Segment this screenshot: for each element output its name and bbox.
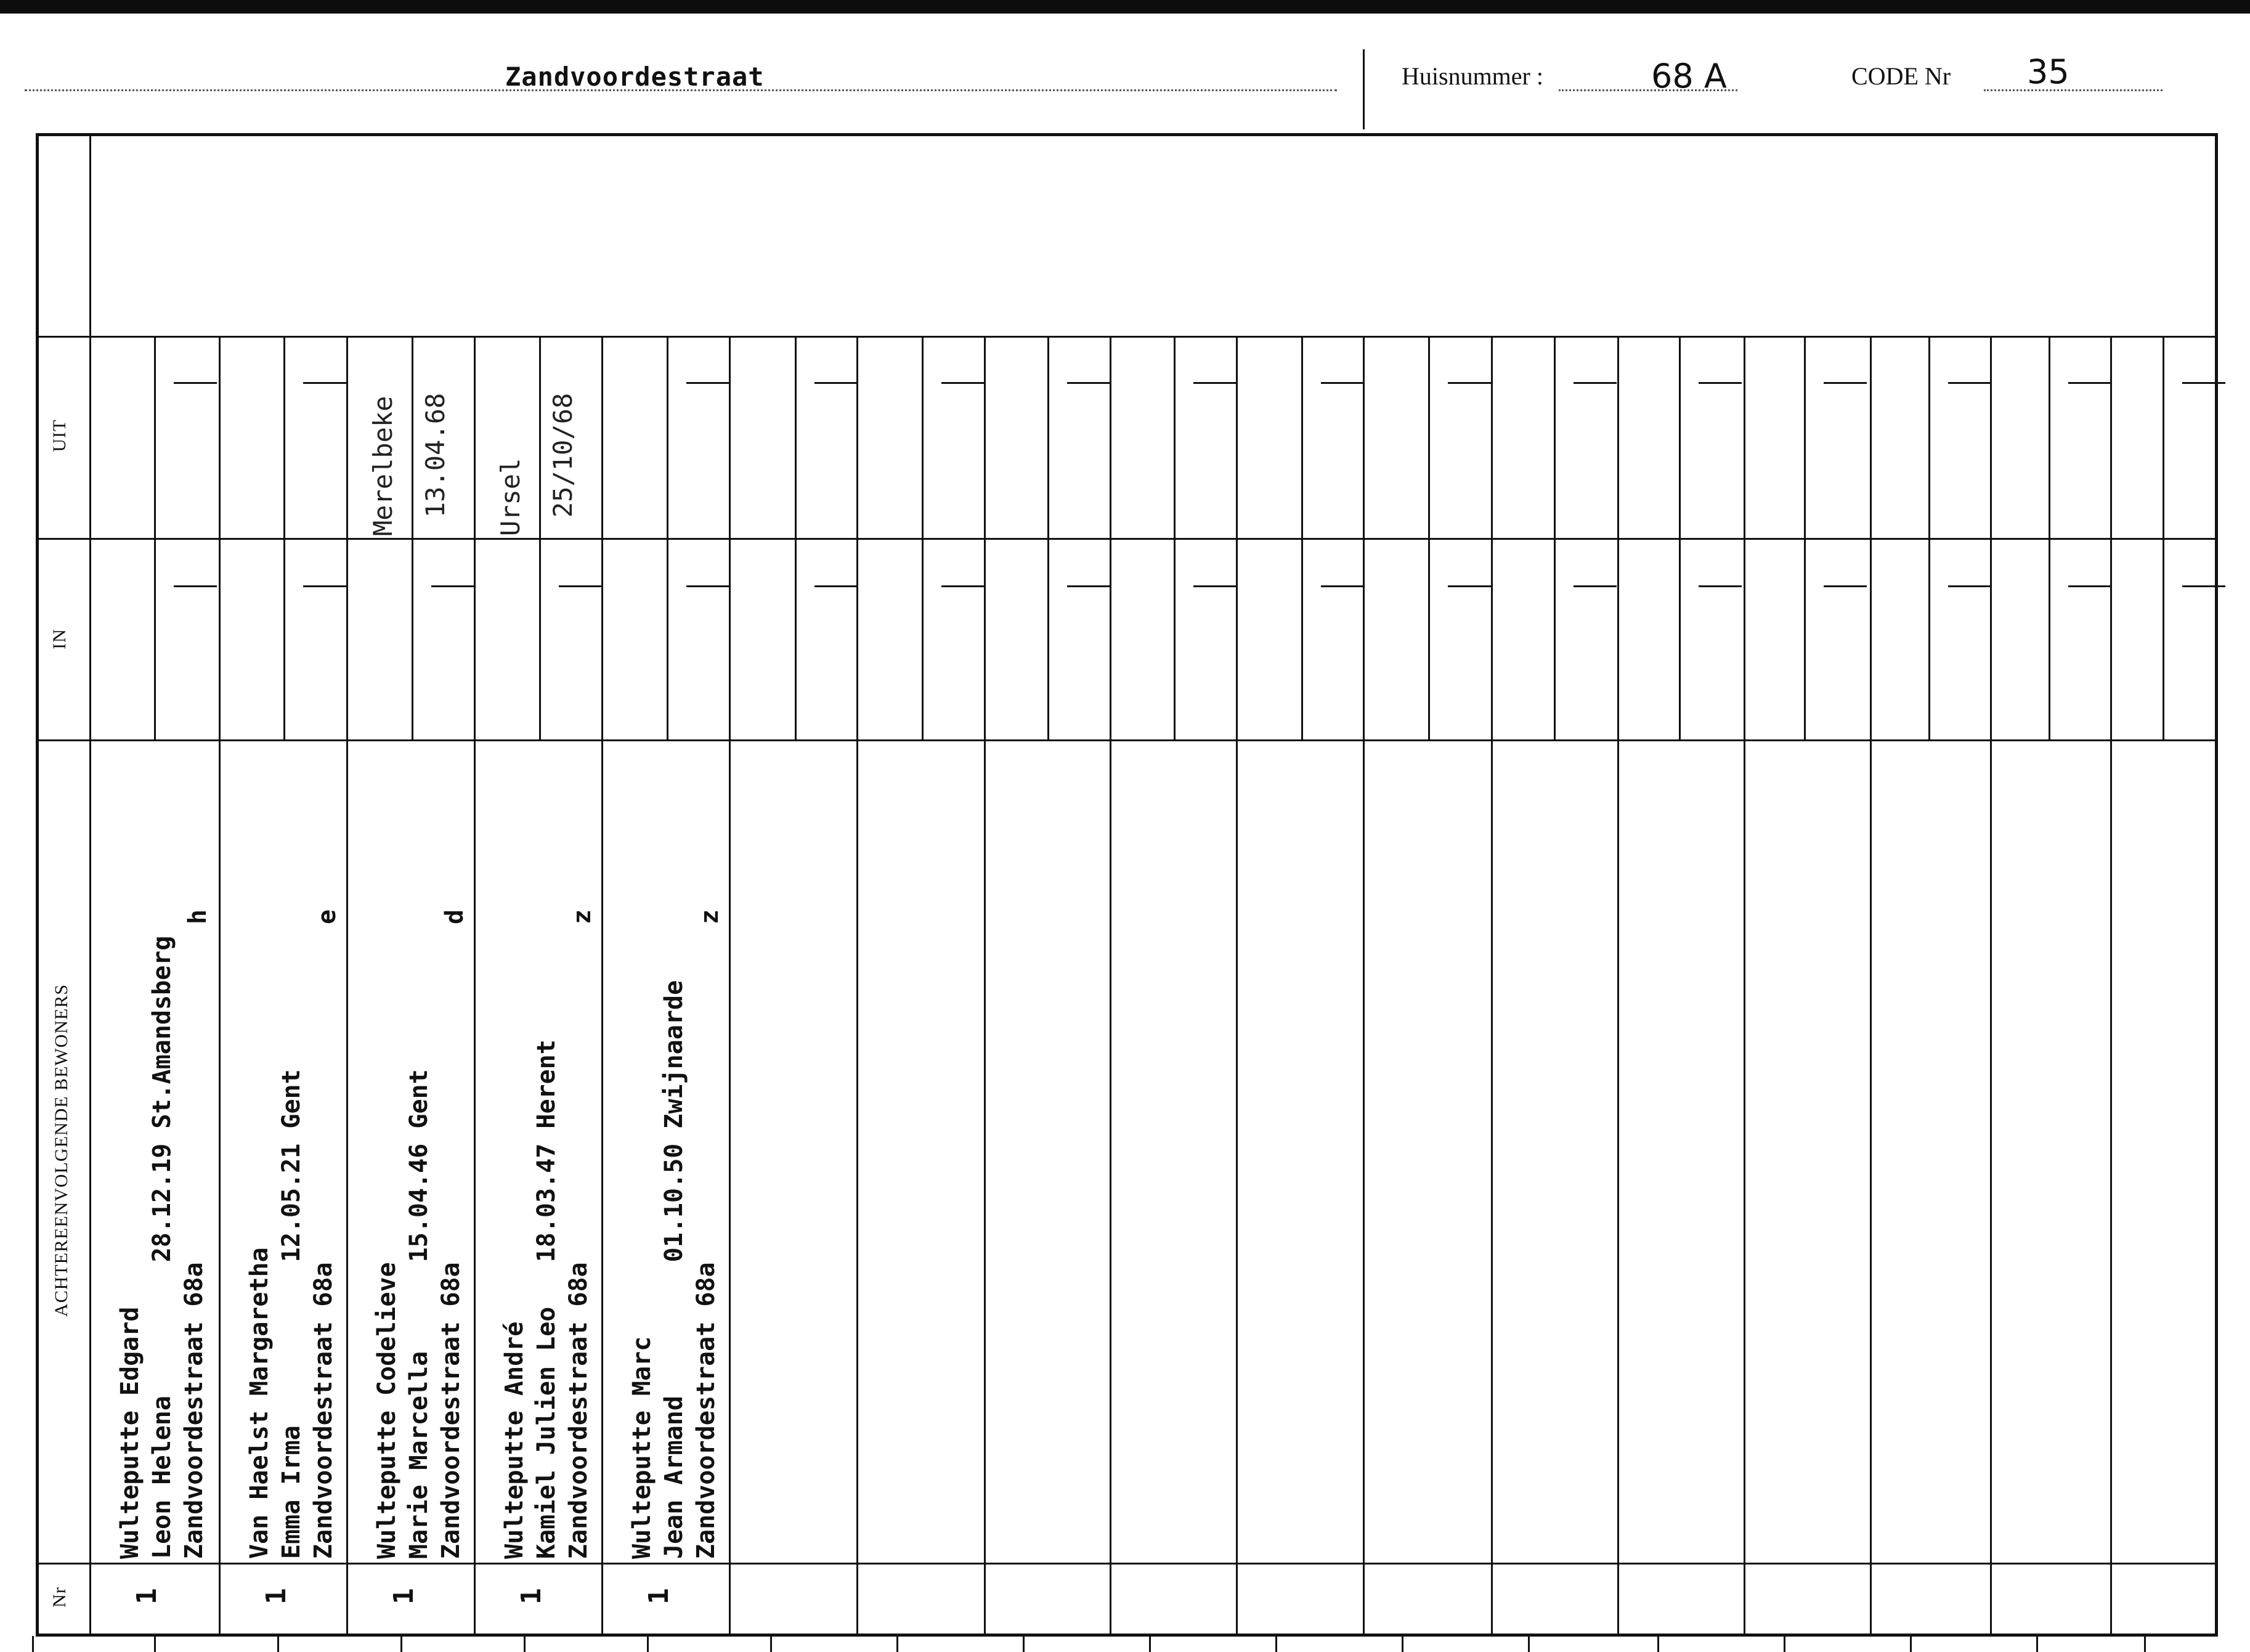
resident-entry <box>498 1040 595 1559</box>
empty-dash-uit <box>1948 382 1991 384</box>
resident-line: Wulteputte Edgard <box>116 1306 144 1559</box>
uit-place: Merelbeke <box>368 396 398 536</box>
resident-line: Van Haelst Margaretha <box>245 1247 274 1559</box>
uit-date: 13.04.68 <box>420 393 450 518</box>
resident-marker: h <box>184 909 212 924</box>
subcolumn-divider <box>412 336 413 739</box>
subcolumn-divider <box>1301 336 1303 739</box>
empty-dash-in <box>1948 585 1991 587</box>
empty-dash-uit <box>814 382 858 384</box>
subcolumn-divider <box>1047 336 1049 739</box>
resident-marker: z <box>568 909 596 924</box>
column-divider <box>1363 336 1365 1636</box>
uit-date: 25/10/68 <box>548 393 578 518</box>
column-divider <box>1236 336 1238 1636</box>
resident-line: Wulteputte Marc <box>628 1336 656 1559</box>
empty-dash-in <box>1448 585 1491 587</box>
label-column-separator <box>89 133 91 1637</box>
subcolumn-divider <box>1928 336 1930 739</box>
resident-entry <box>626 980 722 1559</box>
resident-nr: 1 <box>131 1588 163 1605</box>
section-label-bewoners: ACHTEREENVOLGENDE BEWONERS <box>51 983 71 1317</box>
empty-dash-uit <box>1321 382 1364 384</box>
subcolumn-divider <box>1679 336 1681 739</box>
bottom-tick <box>400 1636 402 1652</box>
empty-dash-in <box>1321 585 1364 587</box>
resident-line: Wulteputte Codelieve <box>373 1262 401 1559</box>
empty-dash-uit <box>1193 382 1237 384</box>
empty-dash-uit <box>686 382 729 384</box>
empty-dash-in <box>559 585 602 587</box>
column-divider <box>219 336 221 1636</box>
resident-entry <box>243 1069 339 1559</box>
column-divider <box>1491 336 1493 1636</box>
empty-dash-in <box>1067 585 1110 587</box>
bottom-tick <box>1784 1636 1785 1652</box>
bottom-tick <box>2036 1636 2038 1652</box>
uit-bottom-line <box>36 538 2218 540</box>
empty-dash-in <box>686 585 729 587</box>
empty-dash-uit <box>2068 382 2111 384</box>
empty-dash-in <box>1574 585 1617 587</box>
column-divider <box>601 336 603 1636</box>
column-divider <box>346 336 348 1636</box>
empty-dash-in <box>941 585 985 587</box>
empty-dash-uit <box>1448 382 1491 384</box>
column-divider <box>984 336 986 1636</box>
column-divider <box>1744 336 1745 1636</box>
column-divider <box>1870 336 1872 1636</box>
subcolumn-divider <box>795 336 797 739</box>
subcolumn-divider <box>2049 336 2050 739</box>
empty-dash-in <box>814 585 858 587</box>
subcolumn-divider <box>1174 336 1176 739</box>
empty-dash-uit <box>303 382 346 384</box>
resident-line: Jean Armand 01.10.50 Zwijnaarde <box>660 980 688 1559</box>
subcolumn-divider <box>1428 336 1430 739</box>
bottom-tick <box>896 1636 898 1652</box>
resident-line: Zandvoordestraat 68a <box>564 1262 593 1559</box>
resident-entry <box>371 1069 467 1559</box>
bottom-tick <box>32 1636 34 1652</box>
empty-dash-in <box>303 585 346 587</box>
in-bottom-line <box>36 739 2218 741</box>
empty-dash-in <box>431 585 474 587</box>
empty-dash-uit <box>1067 382 1110 384</box>
section-label-in: IN <box>49 629 70 649</box>
empty-dash-uit <box>941 382 985 384</box>
column-divider <box>1110 336 1111 1636</box>
resident-nr: 1 <box>515 1588 547 1605</box>
section-label-nr: Nr <box>49 1587 70 1608</box>
empty-dash-uit <box>1824 382 1867 384</box>
remarks-bottom-line <box>36 336 2218 338</box>
resident-nr: 1 <box>388 1588 420 1605</box>
empty-dash-in <box>174 585 217 587</box>
code-dotted-line <box>1984 89 2163 91</box>
resident-entry <box>114 936 210 1559</box>
resident-line: Marie Marcella 15.04.46 Gent <box>405 1069 433 1559</box>
resident-nr: 1 <box>260 1588 292 1605</box>
street-name: Zandvoordestraat <box>505 62 765 92</box>
bottom-tick <box>1910 1636 1912 1652</box>
empty-dash-uit <box>174 382 217 384</box>
bottom-tick <box>277 1636 279 1652</box>
column-divider <box>1990 336 1992 1636</box>
bottom-tick <box>1149 1636 1151 1652</box>
resident-line: Zandvoordestraat 68a <box>180 1262 208 1559</box>
bottom-tick <box>1275 1636 1277 1652</box>
subcolumn-divider <box>539 336 541 739</box>
header-divider <box>1363 49 1365 129</box>
column-divider <box>1617 336 1619 1636</box>
subcolumn-divider <box>667 336 668 739</box>
empty-dash-in <box>1699 585 1742 587</box>
bottom-tick <box>1657 1636 1659 1652</box>
huisnummer-label: Huisnummer : <box>1402 62 1543 90</box>
resident-line: Zandvoordestraat 68a <box>437 1262 465 1559</box>
column-divider <box>2110 336 2112 1636</box>
bottom-tick <box>524 1636 526 1652</box>
column-divider <box>729 336 731 1636</box>
section-label-uit: UIT <box>49 419 70 452</box>
subcolumn-divider <box>154 336 156 739</box>
empty-dash-in <box>1824 585 1867 587</box>
bottom-tick <box>154 1636 156 1652</box>
bewoners-bottom-line <box>36 1563 2218 1565</box>
bottom-tick <box>647 1636 649 1652</box>
huisnummer-value: 68 A <box>1651 57 1727 96</box>
subcolumn-divider <box>922 336 924 739</box>
subcolumn-divider <box>2163 336 2164 739</box>
subcolumn-divider <box>1554 336 1556 739</box>
resident-line: Zandvoordestraat 68a <box>309 1262 338 1559</box>
empty-dash-in <box>2182 585 2225 587</box>
bottom-tick <box>1402 1636 1403 1652</box>
empty-dash-in <box>2068 585 2111 587</box>
empty-dash-uit <box>1574 382 1617 384</box>
bottom-tick <box>770 1636 772 1652</box>
bottom-tick <box>1528 1636 1530 1652</box>
resident-line: Wulteputte André <box>500 1321 529 1559</box>
column-divider <box>474 336 476 1636</box>
subcolumn-divider <box>283 336 285 739</box>
resident-nr: 1 <box>643 1588 675 1605</box>
register-form <box>36 133 2218 1637</box>
empty-dash-uit <box>1699 382 1742 384</box>
code-label: CODE Nr <box>1851 62 1951 90</box>
empty-dash-in <box>1193 585 1237 587</box>
empty-dash-uit <box>2182 382 2225 384</box>
code-value: 35 <box>2027 52 2069 91</box>
resident-marker: z <box>696 909 724 924</box>
resident-line: Zandvoordestraat 68a <box>692 1262 720 1559</box>
resident-line: Kamiel Julien Leo 18.03.47 Herent <box>532 1040 561 1559</box>
resident-marker: d <box>441 909 469 924</box>
top-scan-border <box>0 0 2250 14</box>
resident-line: Emma Irma 12.05.21 Gent <box>277 1069 306 1559</box>
resident-line: Leon Helena 28.12.19 St.Amandsberg <box>148 935 176 1559</box>
resident-marker: e <box>313 909 341 924</box>
column-divider <box>856 336 858 1636</box>
bottom-tick <box>2144 1636 2146 1652</box>
bottom-tick <box>1023 1636 1025 1652</box>
uit-place: Ursel <box>495 458 526 536</box>
subcolumn-divider <box>1804 336 1806 739</box>
